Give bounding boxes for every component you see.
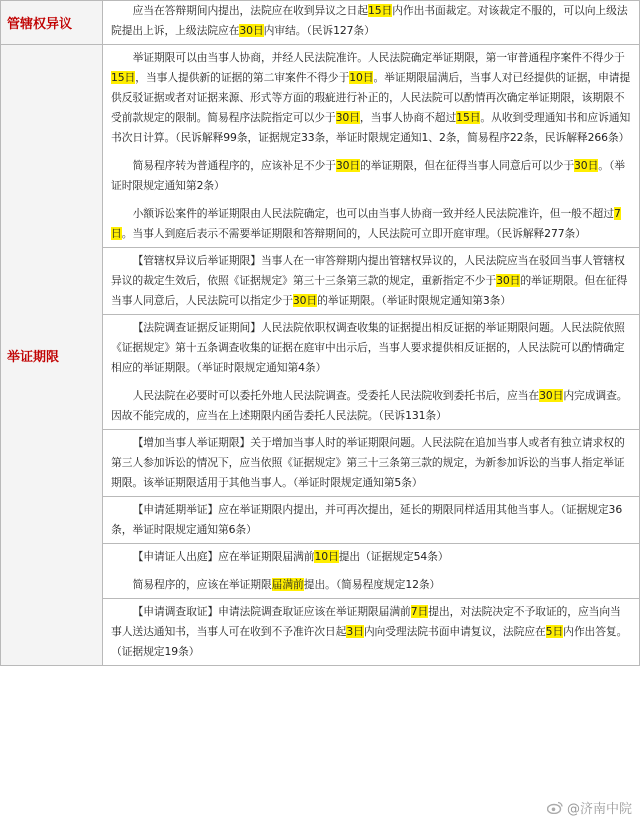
text-run: 提出，对法院决定不予取证的，应当向当事人送达通知书，当事人可在收到不予准许次日起: [111, 605, 621, 638]
text-run: 【申请延期举证】应在举证期限内提出，并可再次提出，延长的期限同样适用其他当事人。（证据规定36条，举证时限规定通知第6条）: [111, 503, 623, 536]
text-run: 小额诉讼案件的举证期限由人民法院确定，也可以由当事人协商一致并经人民法院准许，但一般不超过: [132, 207, 614, 220]
cell-evidence-period-general: [103, 45, 640, 248]
paragraph: [111, 318, 631, 378]
text-run: 。当事人到庭后表示不需要举证期限和答辩期间的，人民法院可立即开庭审理。（民诉解释277条）: [121, 227, 586, 240]
row-content-jurisdiction-objection: [103, 1, 640, 45]
text-run: 内作出答复。（证据规定19条）: [111, 625, 628, 658]
text-run: 提出（证据规定54条）: [338, 550, 449, 563]
watermark-text: @济南中院: [566, 802, 632, 817]
text-run: 的举证期限。但在征得当事人同意后，人民法院可以指定少于: [111, 274, 628, 307]
paragraph: [111, 156, 631, 196]
cell-court-investigation: [103, 315, 640, 430]
paragraph: [111, 500, 631, 540]
text-run: 。（举证时限规定通知第2条）: [111, 159, 625, 192]
text-run: 人民法院在必要时可以委托外地人民法院调查。受委托人民法院收到委托书后，应当在: [132, 389, 540, 402]
row-label-jurisdiction-objection: 管辖权异议: [1, 1, 103, 45]
highlighted-duration: 3日: [346, 625, 364, 638]
text-run: 内作出书面裁定。对该裁定不服的，可以向上级法院提出上诉，上级法院应在: [111, 4, 628, 37]
highlighted-duration: 10日: [314, 550, 339, 563]
paragraph: [111, 1, 631, 41]
highlighted-duration: 30日: [539, 389, 564, 402]
text-run: 【增加当事人举证期限】关于增加当事人时的举证期限问题。人民法院在追加当事人或者有独立请求权的第三人参加诉讼的情况下，应当依照《证据规定》第三十三条第三款的规定，为新参加诉讼的当事人指定举证期限。该举证期限适用于其他当事人。（举证时限规定通知第5条）: [111, 436, 625, 489]
paragraph: [111, 575, 631, 595]
highlighted-duration: 15日: [456, 111, 481, 124]
cell-added-party: [103, 430, 640, 497]
highlighted-duration: 15日: [111, 71, 136, 84]
highlighted-duration: 15日: [367, 4, 393, 17]
highlighted-duration: 7日: [410, 605, 429, 618]
cell-investigation-request: [103, 599, 640, 666]
highlighted-duration: 30日: [292, 294, 318, 307]
highlighted-duration: 10日: [349, 71, 374, 84]
text-run: 简易程序的，应该在举证期限: [132, 578, 272, 591]
paragraph: [111, 433, 631, 493]
paragraph: [111, 204, 631, 244]
text-run: 内向受理法院书面申请复议，法院应在: [363, 625, 546, 638]
text-run: 举证期限可以由当事人协商，并经人民法院准许。人民法院确定举证期限，第一审普通程序案件不得少于: [132, 51, 625, 64]
text-run: ，当事人协商不超过: [359, 111, 457, 124]
highlighted-duration: 30日: [239, 24, 264, 37]
highlighted-duration: 30日: [335, 111, 360, 124]
text-run: ，当事人提供新的证据的第二审案件不得少于: [135, 71, 350, 84]
text-run: 提出。（简易程度规定12条）: [303, 578, 441, 591]
table-row-evidence-period-main: [1, 45, 640, 248]
highlighted-duration: 30日: [335, 159, 361, 172]
text-run: 应当在答辩期间内提出，法院应在收到异议之日起: [132, 4, 368, 17]
text-run: 。从收到受理通知书和应诉通知书次日计算。（民诉解释99条，证据规定33条，举证时限规定通知1、2条，简易程序22条，民诉解释266条）: [111, 111, 631, 144]
paragraph: [111, 48, 631, 148]
highlighted-duration: 5日: [545, 625, 564, 638]
cell-extension: [103, 497, 640, 544]
text-run: 【法院调查证据反证期间】人民法院依职权调查收集的证据提出相反证据的举证期限问题。人民法院依照《证据规定》第十五条调查收集的证据在庭审中出示后，当事人要求提供相反证据的，人民法院可以酌情确定相应的举证期限。（举证时限规定通知第4条）: [111, 321, 625, 374]
highlighted-duration: 30日: [496, 274, 521, 287]
text-run: 。举证期限届满后，当事人对已经提供的证据，申请提供反驳证据或者对证据来源、形式等方面的瑕疵进行补正的，人民法院可以酌情再次确定举证期限，该期限不受前款规定的限制。简易程序法院指定可以少于: [111, 71, 631, 124]
row-label-evidence-period: 举证期限: [1, 45, 103, 666]
text-run: 的举证期限，但在征得当事人同意后可以少于: [360, 159, 575, 172]
highlighted-duration: 7日: [111, 207, 621, 240]
table-row-jurisdiction-objection: [1, 1, 640, 45]
text-run: 内完成调查。因故不能完成的，应当在上述期限内函告委托人民法院。（民诉131条）: [111, 389, 628, 422]
text-run: 内审结。（民诉127条）: [263, 24, 375, 37]
paragraph: [111, 251, 631, 311]
text-run: 【申请证人出庭】应在举证期限届满前: [132, 550, 315, 563]
text-run: 简易程序转为普通程序的，应该补足不少于: [132, 159, 336, 172]
cell-jurisdiction-later-evidence: [103, 248, 640, 315]
highlighted-duration: 届满前: [271, 578, 304, 591]
paragraph: [111, 602, 631, 662]
paragraph: [111, 386, 631, 426]
weibo-icon: [547, 801, 563, 814]
paragraph: [111, 547, 631, 567]
weibo-watermark: [547, 798, 632, 817]
text-run: 的举证期限。（举证时限规定通知第3条）: [317, 294, 512, 307]
text-run: 【管辖权异议后举证期限】当事人在一审答辩期内提出管辖权异议的，人民法院应当在驳回当事人管辖权异议的裁定生效后，依照《证据规定》第三十三条第三款的规定，重新指定不少于: [111, 254, 625, 287]
text-run: 【申请调查取证】申请法院调查取证应该在举证期限届满前: [132, 605, 411, 618]
highlighted-duration: 30日: [574, 159, 599, 172]
cell-witness: [103, 544, 640, 599]
